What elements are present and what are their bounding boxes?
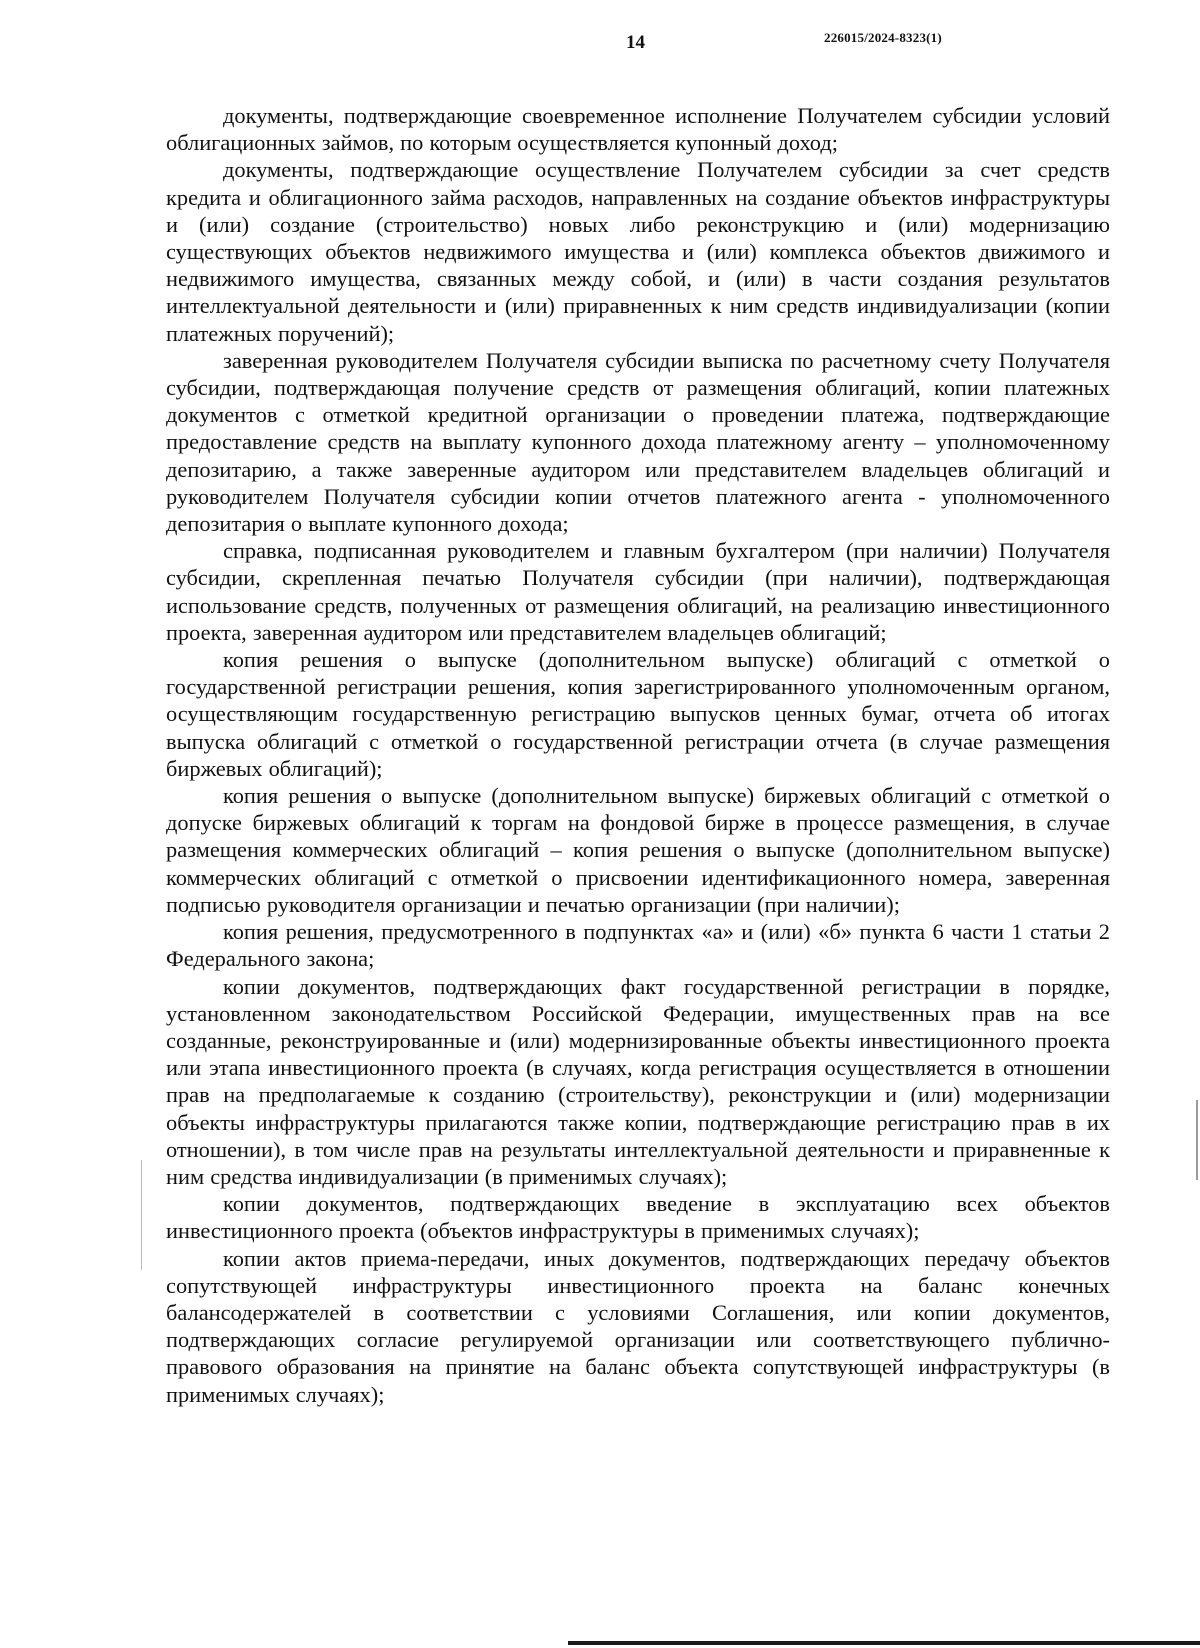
scan-artifact-line bbox=[1196, 1100, 1198, 1180]
paragraph: копии документов, подтверждающих факт государственной регистрации в порядке, установленном законодательством Российской Федерации, имущественных прав на все созданные, реконструированные и (или) модернизированные объекты инвестиционного проекта или этапа инвестиционного проекта (в случаях, когда регистрация осуществляется в отношении прав на предполагаемые к созданию (строительству), реконструкции и (или) модернизации объекты инфраструктуры прилагаются также копии, подтверждающие регистрацию прав в их отношении), в том числе прав на результаты интеллектуальной деятельности и приравненные к ним средства индивидуализации (в применимых случаях); bbox=[166, 973, 1110, 1189]
paragraph: заверенная руководителем Получателя субсидии выписка по расчетному счету Получателя субсидии, подтверждающая получение средств от размещения облигаций, копии платежных документов с отметкой кредитной организации о проведении платежа, подтверждающие предоставление средств на выплату купонного дохода платежному агенту – уполномоченному депозитарию, а также заверенные аудитором или представителем владельцев облигаций и руководителем Получателя субсидии копии отчетов платежного агента - уполномоченного депозитария о выплате купонного дохода; bbox=[166, 347, 1110, 537]
paragraph: копия решения, предусмотренного в подпунктах «а» и (или) «б» пункта 6 части 1 статьи 2 Федерального закона; bbox=[166, 919, 1110, 972]
document-body bbox=[166, 102, 1110, 1408]
paragraph: копии документов, подтверждающих введение в эксплуатацию всех объектов инвестиционного проекта (объектов инфраструктуры в применимых случаях); bbox=[166, 1191, 1110, 1244]
paragraph: копия решения о выпуске (дополнительном выпуске) биржевых облигаций с отметкой о допуске биржевых облигаций к торгам на фондовой бирже в процессе размещения, в случае размещения коммерческих облигаций – копия решения о выпуске (дополнительном выпуске) коммерческих облигаций с отметкой о присвоении идентификационного номера, заверенная подписью руководителя организации и печатью организации (при наличии); bbox=[166, 783, 1110, 917]
paragraph: документы, подтверждающие своевременное исполнение Получателем субсидии условий облигационных займов, по которым осуществляется купонный доход; bbox=[166, 103, 1110, 156]
page-number: 14 bbox=[626, 32, 645, 53]
paragraph: копии актов приема-передачи, иных документов, подтверждающих передачу объектов сопутствующей инфраструктуры инвестиционного проекта на баланс конечных балансодержателей в соответствии с условиями Соглашения, или копии документов, подтверждающих согласие регулируемой организации или соответствующего публично-правового образования на принятие на баланс объекта сопутствующей инфраструктуры (в применимых случаях); bbox=[166, 1245, 1110, 1407]
paragraph: справка, подписанная руководителем и главным бухгалтером (при наличии) Получателя субсидии, скрепленная печатью Получателя субсидии (при наличии), подтверждающая использование средств, полученных от размещения облигаций, на реализацию инвестиционного проекта, заверенная аудитором или представителем владельцев облигаций; bbox=[166, 538, 1110, 645]
paragraph: документы, подтверждающие осуществление Получателем субсидии за счет средств кредита и облигационного займа расходов, направленных на создание объектов инфраструктуры и (или) создание (строительство) новых либо реконструкцию и (или) модернизацию существующих объектов недвижимого имущества и (или) комплекса объектов движимого и недвижимого имущества, связанных между собой, и (или) в части создания результатов интеллектуальной деятельности и (или) приравненных к ним средств индивидуализации (копии платежных поручений); bbox=[166, 157, 1110, 346]
document-id: 226015/2024-8323(1) bbox=[824, 30, 942, 45]
paragraph: копия решения о выпуске (дополнительном выпуске) облигаций с отметкой о государственной регистрации решения, копия зарегистрированного уполномоченным органом, осуществляющим государственную регистрацию выпусков ценных бумаг, отчета об итогах выпуска облигаций с отметкой о государственной регистрации отчета (в случае размещения биржевых облигаций); bbox=[166, 647, 1110, 781]
scan-bottom-edge bbox=[568, 1641, 1200, 1645]
scan-artifact-line bbox=[141, 1160, 142, 1270]
